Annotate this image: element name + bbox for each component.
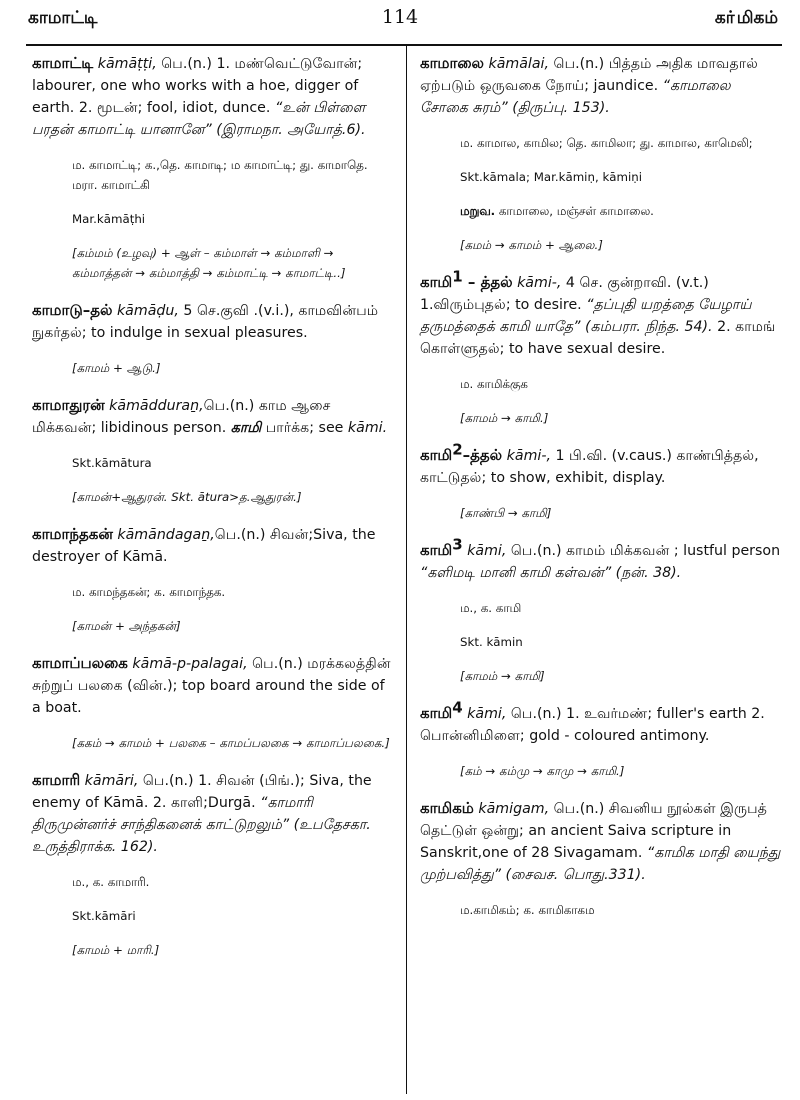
dictionary-entry <box>32 394 394 439</box>
dictionary-entry <box>420 698 782 747</box>
etymology: [காண்பி → காமி] <box>460 506 552 520</box>
dictionary-entry <box>32 52 394 141</box>
definition: பெ.(n.) 1. சிவன் (பிங்.); Siva, the enemy of Kāmā. 2. காளி;Durgā. <box>32 773 372 811</box>
definition: 1 பி.வி. (v.caus.) காண்பித்தல், காட்டுதல்; to show, exhibit, display. <box>420 448 759 486</box>
etymology: [ககம் → காமம் + பலகை – காமப்பலகை → காமாப்பலகை.] <box>72 736 390 750</box>
etymology: [கமம் → காமம் + ஆலை.] <box>460 238 603 252</box>
cognates: ம., க. காமாரி. <box>72 875 150 889</box>
homograph-number: 3 <box>452 535 463 554</box>
transliteration: kāmā-p-palagai, <box>132 656 248 672</box>
headword: காமாந்தகன் <box>32 525 113 543</box>
cognates: Skt.kāmātura <box>72 456 152 470</box>
dictionary-entry <box>420 797 782 886</box>
citation: “களிமடி மானி காமி கள்வன்” (நன். 38). <box>420 565 682 581</box>
definition: 5 செ.குவி .(v.i.), காமவின்பம் நுகர்தல்; to indulge in sexual pleasures. <box>32 303 379 341</box>
cognates: ம. காமால, காமில; தெ. காமிலா; து. காமால, காமெலி; <box>460 136 753 150</box>
citation: “காமிக மாதி யைந்து முற்பவித்து” (சைவச. பொது.331). <box>420 845 781 883</box>
citation: “காமாரி திருமுன்னர்ச் சாந்திகனைக் காட்டுறலும்” (உபதேசகா. உருத்திராக்க. 162). <box>32 795 371 855</box>
homograph-number: 4 <box>452 698 463 717</box>
synonyms-text: காமாலை, மஞ்சள் காமாலை. <box>495 204 654 218</box>
dictionary-entry <box>420 52 782 119</box>
cognates: ம. காமாட்டி; க.,தெ. காமாடி; ம காமாட்டி; து. காமாதெ. மரா. காமாட்கி <box>72 158 368 192</box>
transliteration: kāmi, <box>467 706 507 722</box>
etymology: [கம்மம் (உழவு) + ஆள் – கம்மாள் → கம்மாளி → கம்மாத்தன் → கம்மாத்தி → கம்மாட்டி → காமாட்டி..] <box>72 246 346 280</box>
etymology: [காமன்+ஆதுரன். Skt. ātura>த.ஆதுரன்.] <box>72 490 302 504</box>
headword: காமாலை <box>420 54 484 72</box>
etymology: [காமம் → காமி] <box>460 669 545 683</box>
etymology: [காமம் + மாரி.] <box>72 943 160 957</box>
cognates: Skt.kāmala; Mar.kāmiṇ, kāmiṇi <box>460 170 643 184</box>
column-divider <box>406 44 407 1094</box>
citation: “உன் பிள்ளை பரதன் காமாட்டி யானானே” (இராமநா. அயோத்.6). <box>32 100 366 138</box>
definition-2: 2. காமங் கொள்ளுதல்; to have sexual desire. <box>420 319 776 357</box>
cognates: ம.காமிகம்; க. காமிகாகம <box>460 903 595 917</box>
cross-reference-text: பார்க்க; see <box>261 420 348 436</box>
definition: பெ.(n.) காமம் மிக்கவன் ; lustful person <box>506 543 781 559</box>
cognates: Skt.kāmāri <box>72 909 136 923</box>
transliteration: kāmālai, <box>488 56 550 72</box>
definition: பெ.(n.) சிவனிய நூல்கள் இருபத் தெட்டுள் ஒன்று; an ancient Saiva scripture in Sanskrit,one of 28 Sivagamam. <box>420 801 767 861</box>
dictionary-entry <box>420 440 782 489</box>
synonyms-label: மறுவ. <box>460 204 496 218</box>
cognates: ம. காமிக்குக <box>460 377 528 391</box>
transliteration: kāmi-, <box>517 275 562 291</box>
page-header <box>0 6 800 42</box>
left-column <box>32 52 394 976</box>
citation: “காமாலை சோகை சுரம்” (திருப்பு. 153). <box>420 78 731 116</box>
headword: காமி <box>420 704 453 722</box>
transliteration: kāmāḍu, <box>116 303 179 319</box>
cognates: Skt. kāmin <box>460 635 523 649</box>
dictionary-entry <box>420 267 782 360</box>
headword: காமாட்டி <box>32 54 94 72</box>
definition: 4 செ. குன்றாவி. (v.t.) 1.விரும்புதல்; to desire. <box>420 275 709 313</box>
headword-suffix: – த்தல் <box>462 273 513 291</box>
definition: பெ.(n.) மரக்கலத்தின் சுற்றுப் பலகை (வின்.); top board around the side of a boat. <box>32 656 391 716</box>
transliteration: kāmādduraṉ, <box>109 398 204 414</box>
headword: காமி <box>420 541 453 559</box>
etymology: [காமன் + அந்தகன்] <box>72 619 181 633</box>
dictionary-entry <box>32 769 394 858</box>
homograph-number: 1 <box>452 267 463 286</box>
cognates: ம. காமந்தகன்; க. காமாந்தக. <box>72 585 226 599</box>
dictionary-entry <box>420 535 782 584</box>
etymology: [கம் → கம்மு → காமு → காமி.] <box>460 764 625 778</box>
cognates: ம., க. காமி <box>460 601 522 615</box>
definition: பெ.(n.) 1. மண்வெட்டுவோன்; labourer, one who works with a hoe, digger of earth. 2. மூடன்; fool, idiot, dunce. <box>32 56 363 116</box>
definition: பெ.(n.) பித்தம் அதிக மாவதால் ஏற்படும் ஒருவகை நோய்; jaundice. <box>420 56 758 94</box>
headword: காமி <box>420 273 453 291</box>
cross-reference-transliteration: kāmi. <box>347 420 388 436</box>
headword: காமிகம் <box>420 799 474 817</box>
transliteration: kāmigam, <box>478 801 550 817</box>
definition: பெ.(n.) 1. உவர்மண்; fuller's earth 2. பொன்னிமிளை; gold - coloured antimony. <box>420 706 765 744</box>
right-column <box>420 52 782 934</box>
headword: காமாதுரன் <box>32 396 105 414</box>
transliteration: kāmi, <box>467 543 507 559</box>
page-number: 114 <box>381 6 419 28</box>
transliteration: kāmāndagaṉ, <box>117 527 215 543</box>
transliteration: kāmāri, <box>84 773 139 789</box>
definition: பெ.(n.) சிவன்;Siva, the destroyer of Kāmā. <box>32 527 376 565</box>
cognates: Mar.kāmāṭhi <box>72 212 146 226</box>
synonyms <box>420 201 782 221</box>
etymology: [காமம் + ஆடு.] <box>72 361 161 375</box>
header-rule <box>26 44 782 46</box>
headword: காமாப்பலகை <box>32 654 128 672</box>
transliteration: kāmi-, <box>506 448 551 464</box>
dictionary-entry <box>32 523 394 568</box>
dictionary-entry <box>32 652 394 719</box>
headword-suffix: –த்தல் <box>462 446 503 464</box>
homograph-number: 2 <box>452 440 463 459</box>
dictionary-entry <box>32 299 394 344</box>
transliteration: kāmāṭṭi, <box>97 56 157 72</box>
headword: காமாரி <box>32 771 81 789</box>
definition: பெ.(n.) காம ஆசை மிக்கவன்; libidinous person. <box>32 398 331 436</box>
headword: காமி <box>420 446 453 464</box>
cross-reference-word: காமி <box>230 420 262 436</box>
header-left-guideword: காமாட்டி <box>28 8 98 28</box>
headword: காமாடு–தல் <box>32 301 113 319</box>
citation: “தப்புதி யறத்தை யேழாய் தருமத்தைக் காமி யாதே” (கம்பரா. நிந்த. 54). <box>420 297 752 335</box>
header-right-guideword: கா்மிகம் <box>714 8 778 28</box>
etymology: [காமம் → காமி.] <box>460 411 549 425</box>
